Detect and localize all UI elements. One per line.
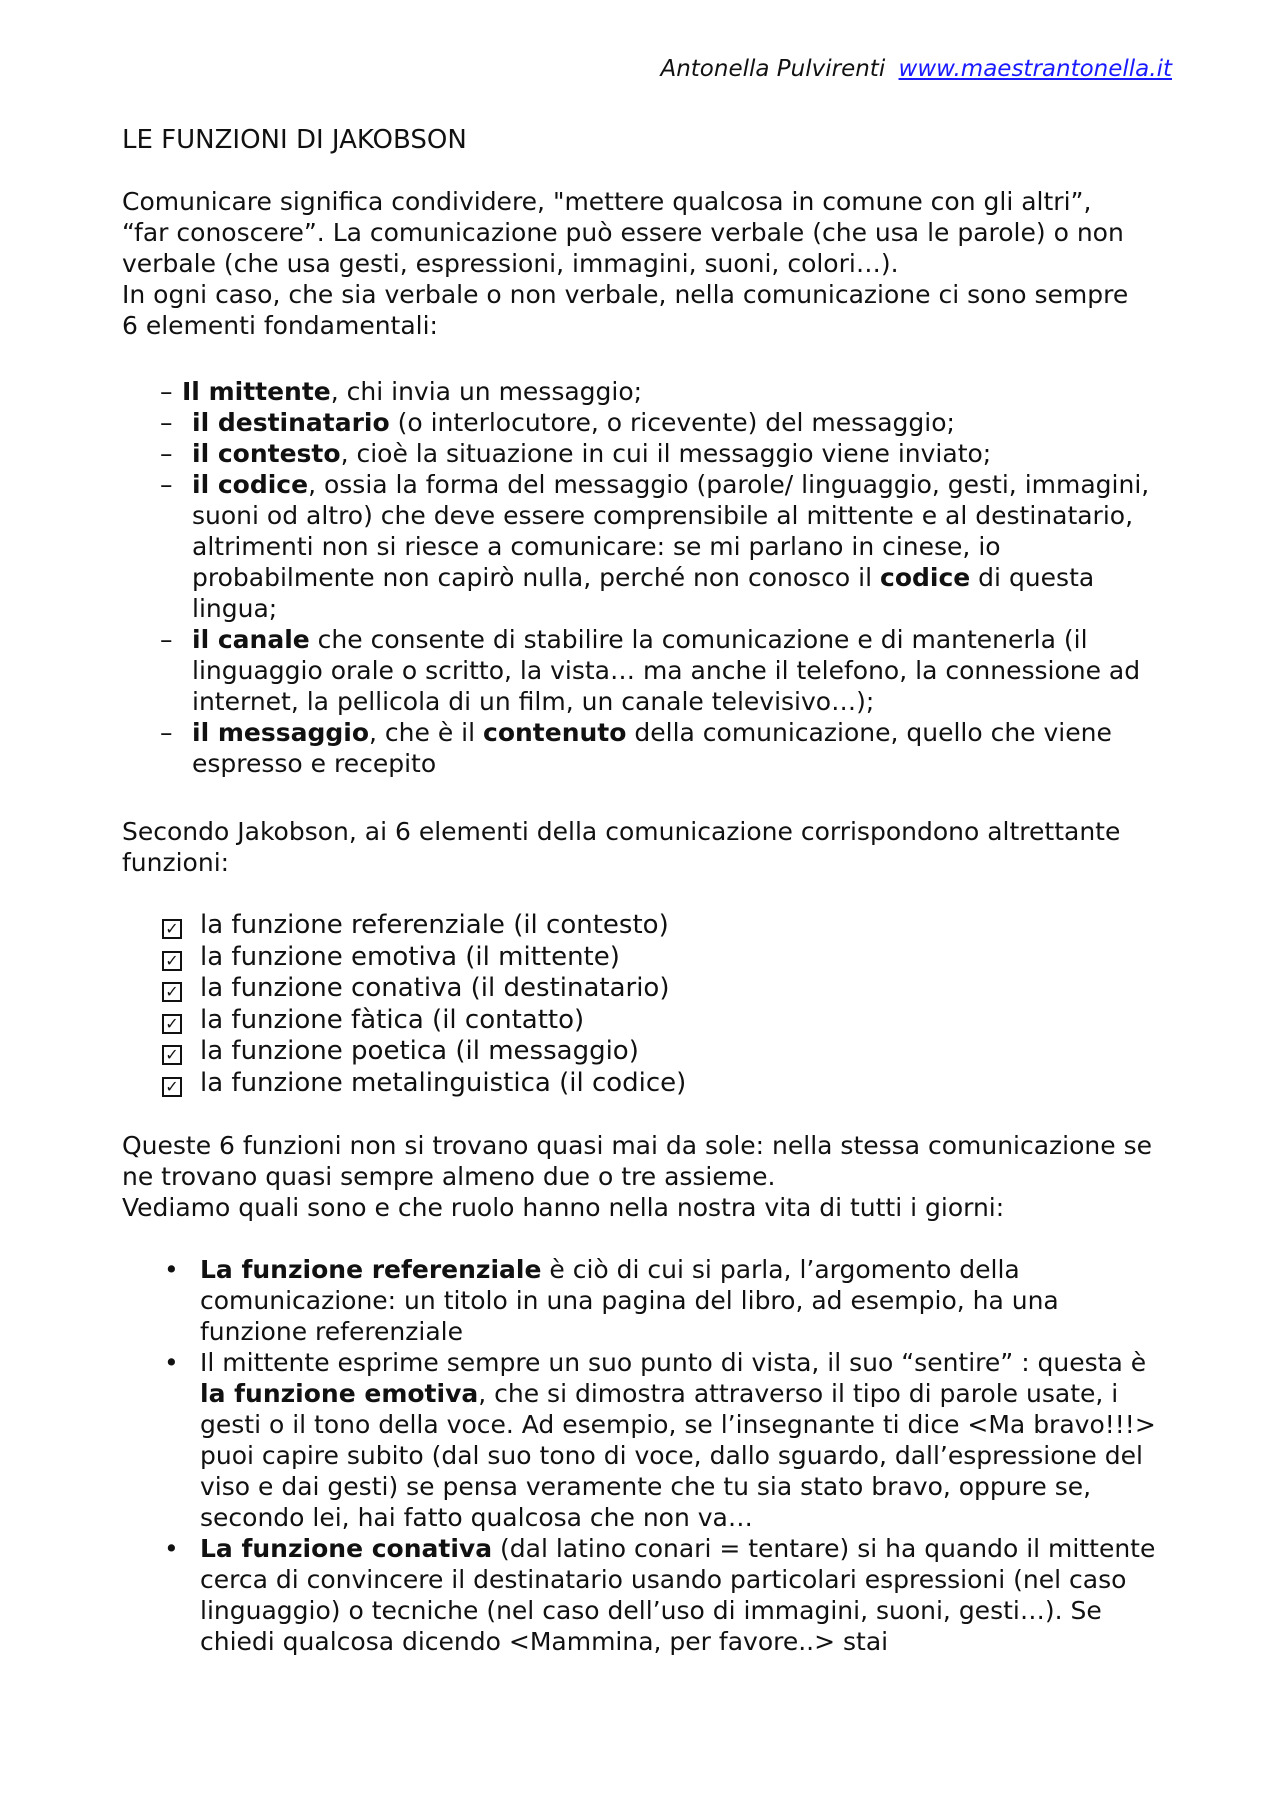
element-term: Il mittente <box>182 377 331 406</box>
element-description: (o interlocutore, o ricevente) del messaggio; <box>389 408 955 437</box>
list-item <box>160 407 1160 438</box>
body-paragraph: Vediamo quali sono e che ruolo hanno nella nostra vita di tutti i giorni: <box>122 1193 1005 1222</box>
intro-paragraph: Comunicare significa condividere, "mettere qualcosa in comune con gli altri”, “far conoscere”. La comunicazione può essere verbale (che usa le parole) o non verbale (che usa gesti, espressioni, immagini, suoni, colori…). <box>122 187 1124 278</box>
function-label: la funzione metalinguistica (il codice) <box>200 1067 687 1098</box>
function-label: la funzione emotiva (il mittente) <box>200 941 620 972</box>
list-item <box>162 942 686 974</box>
page-title: LE FUNZIONI DI JAKOBSON <box>122 125 467 155</box>
dash-marker: – <box>160 439 173 468</box>
element-description: , che è il <box>369 718 483 747</box>
explanations-list <box>160 1254 1170 1657</box>
intro-section <box>122 186 1142 341</box>
explanation-text: , che si dimostra attraverso il tipo di parole usate, i gesti o il tono della voce. Ad esempio, se l’insegnante ti dice <Ma bravo!!!> puoi capire subito (dal suo tono di voce, dallo sguardo, dall’espressione del viso e dai gesti) se pensa veramente che tu sia stato bravo, oppure se, secondo lei, hai fatto qualcosa che non va… <box>200 1379 1156 1532</box>
function-label: la funzione referenziale (il contesto) <box>200 910 669 940</box>
checkbox-checked-icon: ✓ <box>162 982 182 1002</box>
website-link[interactable]: www.maestrantonella.it <box>898 56 1172 82</box>
list-item <box>160 1533 1170 1657</box>
explanation-term: La funzione conativa <box>200 1534 493 1563</box>
checkbox-checked-icon: ✓ <box>162 1077 182 1097</box>
dash-marker: – <box>160 408 173 437</box>
element-term: il canale <box>192 625 310 654</box>
bullet-marker: • <box>164 1534 179 1563</box>
checkbox-checked-icon: ✓ <box>162 951 182 971</box>
list-item <box>160 438 1160 469</box>
page-header <box>660 54 1172 84</box>
dash-marker: – <box>160 470 173 499</box>
function-label: la funzione poetica (il messaggio) <box>200 1036 639 1066</box>
list-item <box>160 1254 1170 1347</box>
explanation-term: la funzione emotiva <box>200 1379 479 1408</box>
explanation-text: è ciò di cui si parla, l’argomento della comunicazione: un titolo in una pagina del libro, ad esempio, ha una funzione referenziale <box>200 1255 1059 1346</box>
element-description: della comunicazione, quello che viene espresso e recepito <box>192 718 1112 778</box>
list-item <box>160 469 1160 624</box>
checkbox-checked-icon: ✓ <box>162 1014 182 1034</box>
element-description: , cioè la situazione in cui il messaggio viene inviato; <box>340 439 992 468</box>
element-description: , ossia la forma del messaggio (parole/ linguaggio, gesti, immagini, suoni od altro) che deve essere comprensibile al mittente e al destinatario, altrimenti non si riesce a comunicare: se mi parlano in cinese, io probabilmente non capirò nulla, perché non conosco il <box>192 470 1150 592</box>
function-label: la funzione conativa (il destinatario) <box>200 973 670 1003</box>
bullet-marker: • <box>164 1255 179 1284</box>
checkbox-checked-icon: ✓ <box>162 1045 182 1065</box>
dash-marker: – <box>160 377 173 406</box>
intro-paragraph: In ogni caso, che sia verbale o non verbale, nella comunicazione ci sono sempre 6 elementi fondamentali: <box>122 280 1129 340</box>
list-item <box>162 1068 686 1100</box>
dash-marker: – <box>160 625 173 654</box>
list-item <box>160 624 1160 717</box>
elements-list <box>160 376 1160 779</box>
author-name: Antonella Pulvirenti <box>660 56 886 82</box>
element-description: , chi invia un messaggio; <box>330 377 643 406</box>
bullet-marker: • <box>164 1348 179 1377</box>
explanation-text: (dal latino conari = tentare) si ha quando il mittente cerca di convincere il destinatario usando particolari espressioni (nel caso linguaggio) o tecniche (nel caso dell’uso di immagini, suoni, gesti…). Se chiedi qualcosa dicendo <Mammina, per favore..> stai <box>200 1534 1156 1656</box>
dash-marker: – <box>160 718 173 747</box>
list-item <box>160 1347 1170 1533</box>
element-term: codice <box>880 563 971 592</box>
explanation-term: La funzione referenziale <box>200 1255 542 1284</box>
element-description: di questa lingua; <box>192 563 1095 623</box>
list-item <box>162 1005 686 1037</box>
explanation-intro <box>122 1130 1162 1223</box>
body-paragraph: Queste 6 funzioni non si trovano quasi mai da sole: nella stessa comunicazione se ne trovano quasi sempre almeno due o tre assieme. <box>122 1131 1152 1191</box>
element-term: contenuto <box>483 718 627 747</box>
list-item <box>160 376 1160 407</box>
element-term: il messaggio <box>192 718 370 747</box>
element-term: il contesto <box>192 439 341 468</box>
list-item <box>160 717 1160 779</box>
element-description: che consente di stabilire la comunicazione e di mantenerla (il linguaggio orale o scritto, la vista… ma anche il telefono, la connessione ad internet, la pellicola di un film, un canale televisivo…); <box>192 625 1141 716</box>
checkbox-checked-icon: ✓ <box>162 919 182 939</box>
element-term: il codice <box>192 470 309 499</box>
list-item <box>162 973 686 1005</box>
functions-intro-paragraph: Secondo Jakobson, ai 6 elementi della comunicazione corrispondono altrettante funzioni: <box>122 817 1121 877</box>
list-item <box>162 910 686 942</box>
element-term: il destinatario <box>192 408 390 437</box>
function-label: la funzione fàtica (il contatto) <box>200 1004 585 1035</box>
list-item <box>162 1036 686 1068</box>
functions-list <box>162 910 686 1099</box>
explanation-text: Il mittente esprime sempre un suo punto di vista, il suo “sentire” : questa è <box>200 1348 1147 1377</box>
